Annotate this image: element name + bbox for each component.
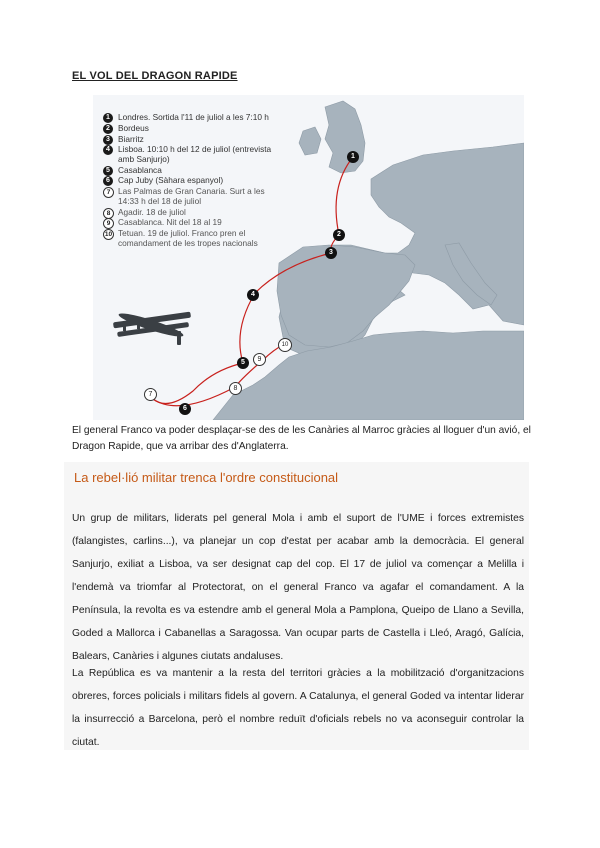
paragraph-2: La República es va mantenir a la resta del territori gràcies a la mobilització d'organitzacions obreres, forces policials i militars fidels al govern. A Catalunya, el general Goded va intentar liderar la insurrecció a Barcelona, però el nombre reduït d'oficials rebels no va aconseguir controlar la ciutat. (72, 668, 524, 748)
legend-item-10 (103, 229, 273, 248)
legend-text: Agadir. 18 de juliol (118, 206, 186, 217)
legend-item-1 (103, 113, 273, 123)
legend-item-6 (103, 176, 273, 186)
land-africa (213, 331, 524, 420)
legend-number: 10 (104, 231, 113, 239)
map-marker-1: 1 (347, 151, 359, 163)
map-marker-3: 3 (325, 247, 337, 259)
map-caption: El general Franco va poder desplaçar-se des de les Canàries al Marroc gràcies al lloguer d'un avió, el Dragon Rapide, que va arribar des d'Anglaterra. (72, 425, 531, 452)
legend-text: Casablanca (118, 164, 162, 175)
legend-item-9 (103, 218, 273, 228)
land-britain (325, 101, 365, 173)
legend-item-3 (103, 135, 273, 145)
map-marker-9: 9 (253, 353, 266, 366)
map-marker-2: 2 (333, 229, 345, 241)
legend-text: Bordeus (118, 122, 149, 133)
legend-number: 5 (103, 166, 113, 176)
legend-item-2 (103, 124, 273, 134)
legend-number: 7 (103, 187, 114, 198)
legend-item-7 (103, 187, 273, 206)
section-heading: La rebel·lió militar trenca l'ordre constitucional (74, 470, 339, 485)
legend-item-5 (103, 166, 273, 176)
legend-text: Las Palmas de Gran Canaria. Surt a les 14:33 h del 18 de juliol (118, 186, 265, 206)
map-marker-10: 10 (278, 338, 292, 352)
map-legend (103, 113, 273, 249)
legend-text: Cap Juby (Sàhara espanyol) (118, 175, 224, 186)
paragraph-1: Un grup de militars, liderats pel general Mola i amb el suport de l'UME i forces extremistes (falangistes, carlins...), va planejar un cop d'estat per acabar amb la democràcia. El general Sanjurjo, exiliat a Lisboa, va ser designat cap del cop. El 17 de juliol va començar a Melilla i l'endemà va triomfar al Protectorat, on el general Franco va agafar el comandament. A la Península, la revolta es va estendre amb el general Mola a Pamplona, Queipo de Llano a Sevilla, Goded a Mallorca i Cabanellas a Saragossa. Van ocupar parts de Castella i Lleó, Aragó, Galícia, Balears, Canàries i algunes ciutats andaluses. (72, 513, 524, 662)
land-iberia (277, 245, 415, 347)
land-ireland (299, 127, 321, 155)
legend-text: Lisboa. 10:10 h del 12 de juliol (entrevista amb Sanjurjo) (118, 144, 272, 164)
route-map (93, 95, 524, 420)
legend-number: 9 (103, 218, 114, 229)
legend-text: Tetuan. 19 de juliol. Franco pren el comandament de les tropes nacionals (118, 228, 258, 248)
legend-number: 1 (103, 113, 113, 123)
legend-number: 4 (103, 145, 113, 155)
legend-item-8 (103, 208, 273, 218)
map-marker-5: 5 (237, 357, 249, 369)
plane-icon (113, 310, 191, 345)
legend-text: Londres. Sortida l'11 de juliol a les 7:10 h (118, 112, 269, 122)
map-marker-6: 6 (179, 403, 191, 415)
legend-number: 3 (103, 135, 113, 145)
legend-text: Biarritz (118, 133, 144, 144)
map-marker-8: 8 (229, 382, 242, 395)
legend-number: 8 (103, 208, 114, 219)
legend-text: Casablanca. Nit del 18 al 19 (118, 217, 222, 228)
map-marker-4: 4 (247, 289, 259, 301)
legend-number: 6 (103, 176, 113, 186)
map-marker-7: 7 (144, 388, 157, 401)
legend-item-4 (103, 145, 273, 164)
legend-number: 2 (103, 124, 113, 134)
page-title: EL VOL DEL DRAGON RAPIDE (72, 70, 238, 82)
content-section (64, 462, 529, 750)
